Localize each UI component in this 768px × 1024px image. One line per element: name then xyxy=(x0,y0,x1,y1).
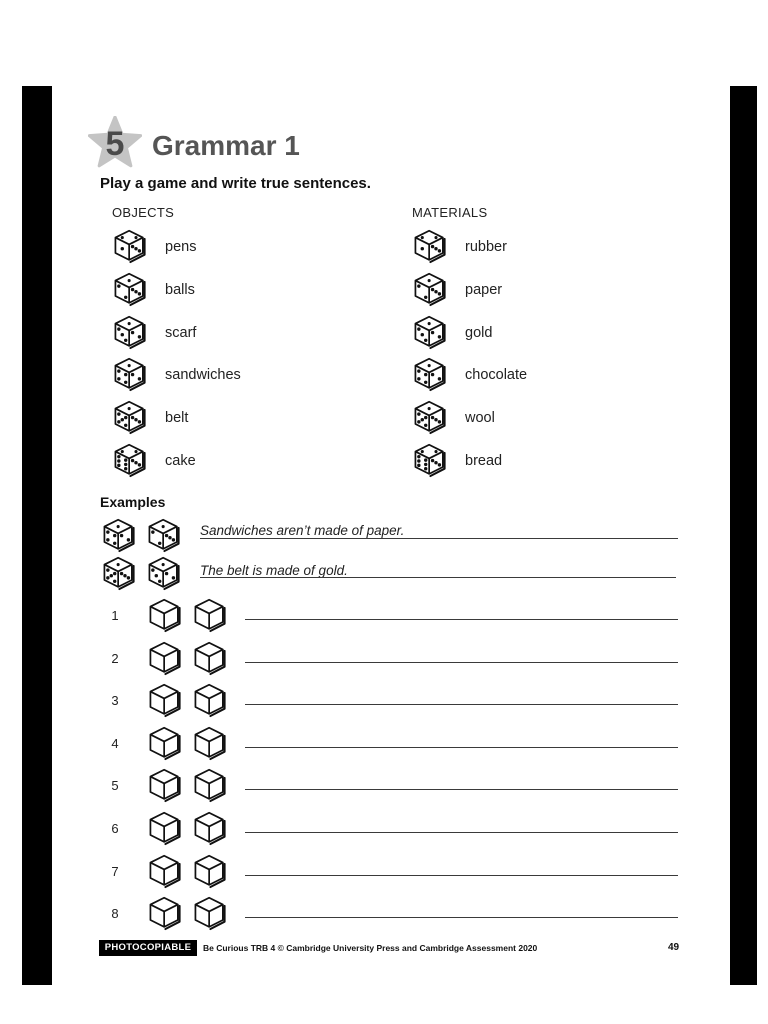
copyright-credit: Be Curious TRB 4 © Cambridge University Press and Cambridge Assessment 2020 xyxy=(203,943,538,953)
answer-line xyxy=(245,619,678,620)
object-item xyxy=(112,313,196,353)
object-word: cake xyxy=(165,453,196,469)
blank-die-icon xyxy=(147,811,183,847)
blank-die-icon xyxy=(147,768,183,804)
die-icon xyxy=(412,443,448,479)
examples-heading: Examples xyxy=(100,494,166,510)
left-frame-bar xyxy=(22,86,52,985)
object-item xyxy=(112,270,195,310)
material-item xyxy=(412,441,502,481)
blank-die-icon xyxy=(147,854,183,890)
material-item xyxy=(412,313,492,353)
page-number: 49 xyxy=(668,942,680,953)
die-icon xyxy=(112,357,148,393)
blank-die-icon xyxy=(147,896,183,932)
answer-row xyxy=(107,895,678,933)
blank-die-icon xyxy=(192,683,228,719)
die-icon xyxy=(412,400,448,436)
row-number: 7 xyxy=(111,864,119,879)
material-word: chocolate xyxy=(465,367,528,383)
answer-line xyxy=(245,832,678,833)
object-item xyxy=(112,441,196,481)
answer-line xyxy=(245,917,678,918)
die-icon xyxy=(112,315,148,351)
object-word: sandwiches xyxy=(165,367,241,383)
die-icon xyxy=(412,272,448,308)
photocopiable-badge: PHOTOCOPIABLE xyxy=(99,940,197,956)
answer-row xyxy=(107,725,678,763)
die-icon xyxy=(412,229,448,265)
blank-die-icon xyxy=(147,683,183,719)
answer-line xyxy=(245,662,678,663)
object-word: scarf xyxy=(165,325,197,341)
right-frame-bar xyxy=(730,86,757,985)
material-word: bread xyxy=(465,453,503,469)
blank-die-icon xyxy=(192,768,228,804)
materials-heading: MATERIALS xyxy=(412,205,488,220)
material-item xyxy=(412,270,502,310)
die-icon xyxy=(101,518,137,554)
die-icon xyxy=(112,229,148,265)
object-item xyxy=(112,398,188,438)
row-number: 2 xyxy=(111,651,119,666)
answer-line xyxy=(245,747,678,748)
row-number: 3 xyxy=(111,693,119,708)
material-word: rubber xyxy=(465,239,507,255)
objects-heading: OBJECTS xyxy=(112,205,175,220)
die-icon xyxy=(146,556,182,592)
material-word: gold xyxy=(465,325,493,341)
example-sentence: Sandwiches aren’t made of paper. xyxy=(200,523,405,538)
material-item xyxy=(412,398,495,438)
material-item xyxy=(412,355,527,395)
die-icon xyxy=(412,315,448,351)
die-icon xyxy=(412,357,448,393)
material-item xyxy=(412,227,507,267)
answer-row xyxy=(107,767,678,805)
row-number: 5 xyxy=(111,778,119,793)
answer-row xyxy=(107,640,678,678)
material-word: wool xyxy=(465,410,495,426)
example-sentence: The belt is made of gold. xyxy=(200,563,348,578)
row-number: 1 xyxy=(111,608,119,623)
blank-die-icon xyxy=(192,641,228,677)
die-icon xyxy=(101,556,137,592)
page-title: Grammar 1 xyxy=(152,130,300,161)
example-answer-line xyxy=(200,538,678,539)
object-item xyxy=(112,355,241,395)
die-icon xyxy=(112,272,148,308)
unit-number: 5 xyxy=(105,125,125,163)
row-number: 4 xyxy=(111,736,119,751)
answer-row xyxy=(107,597,678,635)
answer-line xyxy=(245,875,678,876)
answer-row xyxy=(107,853,678,891)
row-number: 6 xyxy=(111,821,119,836)
answer-row xyxy=(107,682,678,720)
object-word: balls xyxy=(165,282,195,298)
object-word: pens xyxy=(165,239,197,255)
instruction: Play a game and write true sentences. xyxy=(100,175,371,192)
die-icon xyxy=(146,518,182,554)
answer-line xyxy=(245,789,678,790)
object-word: belt xyxy=(165,410,189,426)
example-answer-line xyxy=(200,577,676,578)
blank-die-icon xyxy=(147,641,183,677)
blank-die-icon xyxy=(147,726,183,762)
row-number: 8 xyxy=(111,906,119,921)
object-item xyxy=(112,227,196,267)
blank-die-icon xyxy=(192,811,228,847)
answer-line xyxy=(245,704,678,705)
blank-die-icon xyxy=(192,854,228,890)
blank-die-icon xyxy=(192,896,228,932)
die-icon xyxy=(112,400,148,436)
die-icon xyxy=(112,443,148,479)
blank-die-icon xyxy=(192,598,228,634)
answer-row xyxy=(107,810,678,848)
blank-die-icon xyxy=(147,598,183,634)
material-word: paper xyxy=(465,282,503,298)
blank-die-icon xyxy=(192,726,228,762)
